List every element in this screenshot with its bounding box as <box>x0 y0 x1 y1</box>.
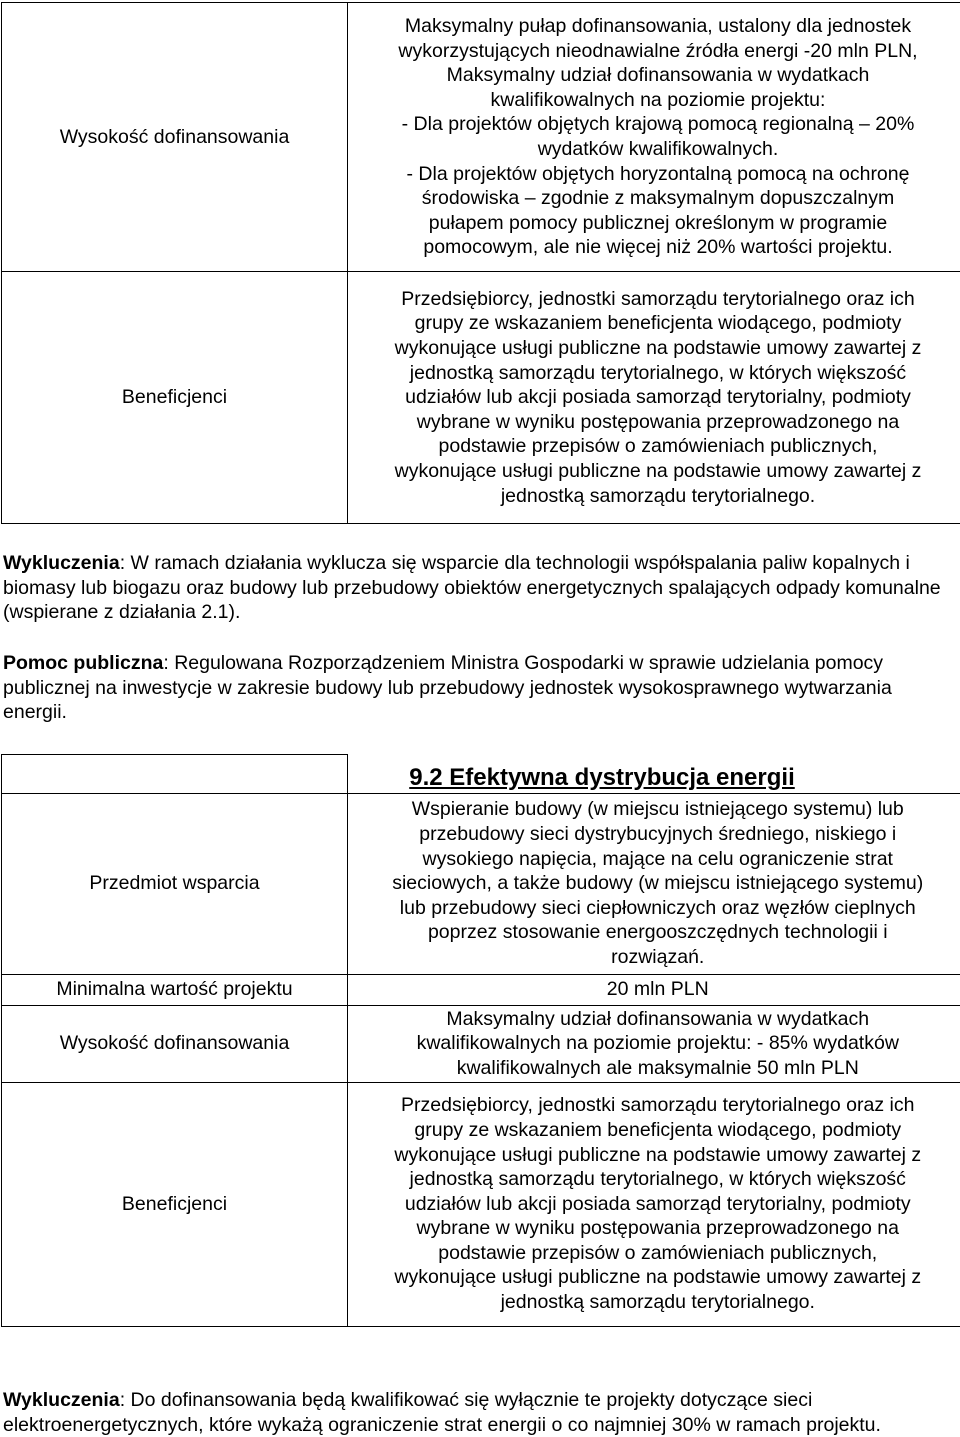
row-value-min-project-value: 20 mln PLN <box>348 974 960 1005</box>
section-heading: 9.2 Efektywna dystrybucja energii <box>409 763 795 793</box>
text-line: grupy ze wskazaniem beneficjenta wiodącego, podmioty <box>356 311 960 336</box>
row-value-beneficiaries <box>348 272 960 524</box>
row-label-min-project-value: Minimalna wartość projektu <box>2 974 348 1005</box>
table-row <box>2 3 960 272</box>
table-row <box>2 793 960 974</box>
table-row <box>2 1082 960 1326</box>
text-line: Wspieranie budowy (w miejscu istniejącego systemu) lub <box>356 797 960 822</box>
text-line: - Dla projektów objętych horyzontalną pomocą na ochronę <box>356 162 960 187</box>
text-line: rozwiązań. <box>356 945 960 970</box>
text-line: lub przebudowy sieci ciepłowniczych oraz węzłów cieplnych <box>356 896 960 921</box>
row-label-funding-level: Wysokość dofinansowania <box>2 3 348 272</box>
table-row <box>2 974 960 1005</box>
row-label-beneficiaries: Beneficjenci <box>2 272 348 524</box>
table-row <box>2 272 960 524</box>
text-line: jednostką samorządu terytorialnego. <box>356 1290 960 1315</box>
state-aid-paragraph <box>3 651 958 725</box>
text-line: Maksymalny udział dofinansowania w wydatkach <box>356 63 960 88</box>
row-label-beneficiaries: Beneficjenci <box>2 1082 348 1326</box>
text-line: kwalifikowalnych ale maksymalnie 50 mln PLN <box>356 1056 960 1081</box>
text-lines <box>356 287 960 508</box>
text-line: jednostką samorządu terytorialnego, w których większość <box>356 1167 960 1192</box>
text-line: - Dla projektów objętych krajową pomocą regionalną – 20% <box>356 112 960 137</box>
text-line: podstawie przepisów o zamówieniach publicznych, <box>356 434 960 459</box>
text-line: udziałów lub akcji posiada samorząd terytorialny, podmioty <box>356 385 960 410</box>
state-aid-text: : Regulowana Rozporządzeniem Ministra Gospodarki w sprawie udzielania pomocy publicznej na inwestycje w zakresie budowy lub przebudowy jednostek wysokosprawnego wytwarzania energii. <box>3 652 892 723</box>
row-value-funding-level <box>348 1005 960 1082</box>
text-line: grupy ze wskazaniem beneficjenta wiodącego, podmioty <box>356 1118 960 1143</box>
row-label-funding-level: Wysokość dofinansowania <box>2 1005 348 1082</box>
text-line: poprzez stosowanie energooszczędnych technologii i <box>356 920 960 945</box>
row-label-support-subject: Przedmiot wsparcia <box>2 793 348 974</box>
text-lines <box>356 797 960 969</box>
funding-table-1 <box>1 2 960 524</box>
text-line: wykorzystujących nieodnawialne źródła energi -20 mln PLN, <box>356 39 960 64</box>
text-line: wykonujące usługi publiczne na podstawie umowy zawartej z <box>356 1265 960 1290</box>
text-lines <box>356 1007 960 1081</box>
state-aid-label: Pomoc publiczna <box>3 652 163 674</box>
text-lines <box>356 1093 960 1314</box>
exclusions-paragraph <box>3 551 958 625</box>
text-line: podstawie przepisów o zamówieniach publicznych, <box>356 1241 960 1266</box>
table-row <box>2 1005 960 1082</box>
section-heading-cell <box>348 755 960 794</box>
table-heading-row <box>2 755 960 794</box>
exclusions-text: : Do dofinansowania będą kwalifikować się wyłącznie te projekty dotyczące sieci elektroenergetycznych, które wykażą ograniczenie strat energii o co najmniej 30% w ramach projektu. <box>3 1389 881 1436</box>
exclusions-text: : W ramach działania wyklucza się wsparcie dla technologii współspalania paliw kopalnych i biomasy lub biogazu oraz budowy lub przebudowy obiektów energetycznych spalających odpady komunalne (wspierane z działania 2.1). <box>3 552 941 623</box>
text-line: pułapem pomocy publicznej określonym w programie <box>356 211 960 236</box>
funding-table-2 <box>1 754 960 1327</box>
heading-spacer <box>2 755 348 794</box>
text-line: kwalifikowalnych na poziomie projektu: - 85% wydatków <box>356 1031 960 1056</box>
text-line: wykonujące usługi publiczne na podstawie umowy zawartej z <box>356 1143 960 1168</box>
text-line: udziałów lub akcji posiada samorząd terytorialny, podmioty <box>356 1192 960 1217</box>
row-value-beneficiaries <box>348 1082 960 1326</box>
text-line: jednostką samorządu terytorialnego, w których większość <box>356 361 960 386</box>
text-lines <box>356 14 960 260</box>
text-line: kwalifikowalnych na poziomie projektu: <box>356 88 960 113</box>
text-line: pomocowym, ale nie więcej niż 20% wartości projektu. <box>356 235 960 260</box>
row-value-funding-level <box>348 3 960 272</box>
text-line: wybrane w wyniku postępowania przeprowadzonego na <box>356 1216 960 1241</box>
exclusions-label: Wykluczenia <box>3 1389 120 1411</box>
text-line: sieciowych, a także budowy (w miejscu istniejącego systemu) <box>356 871 960 896</box>
text-line: wybrane w wyniku postępowania przeprowadzonego na <box>356 410 960 435</box>
text-line: Maksymalny udział dofinansowania w wydatkach <box>356 1007 960 1032</box>
text-line: wykonujące usługi publiczne na podstawie umowy zawartej z <box>356 459 960 484</box>
text-line: Przedsiębiorcy, jednostki samorządu terytorialnego oraz ich <box>356 287 960 312</box>
text-line: środowiska – zgodnie z maksymalnym dopuszczalnym <box>356 186 960 211</box>
text-line: wydatków kwalifikowalnych. <box>356 137 960 162</box>
text-line: wykonujące usługi publiczne na podstawie umowy zawartej z <box>356 336 960 361</box>
text-line: Maksymalny pułap dofinansowania, ustalony dla jednostek <box>356 14 960 39</box>
row-value-support-subject <box>348 793 960 974</box>
exclusions-paragraph-2 <box>3 1388 958 1437</box>
text-line: Przedsiębiorcy, jednostki samorządu terytorialnego oraz ich <box>356 1093 960 1118</box>
text-line: wysokiego napięcia, mające na celu ograniczenie strat <box>356 847 960 872</box>
exclusions-label: Wykluczenia <box>3 552 120 574</box>
text-line: przebudowy sieci dystrybucyjnych średniego, niskiego i <box>356 822 960 847</box>
text-line: jednostką samorządu terytorialnego. <box>356 484 960 509</box>
